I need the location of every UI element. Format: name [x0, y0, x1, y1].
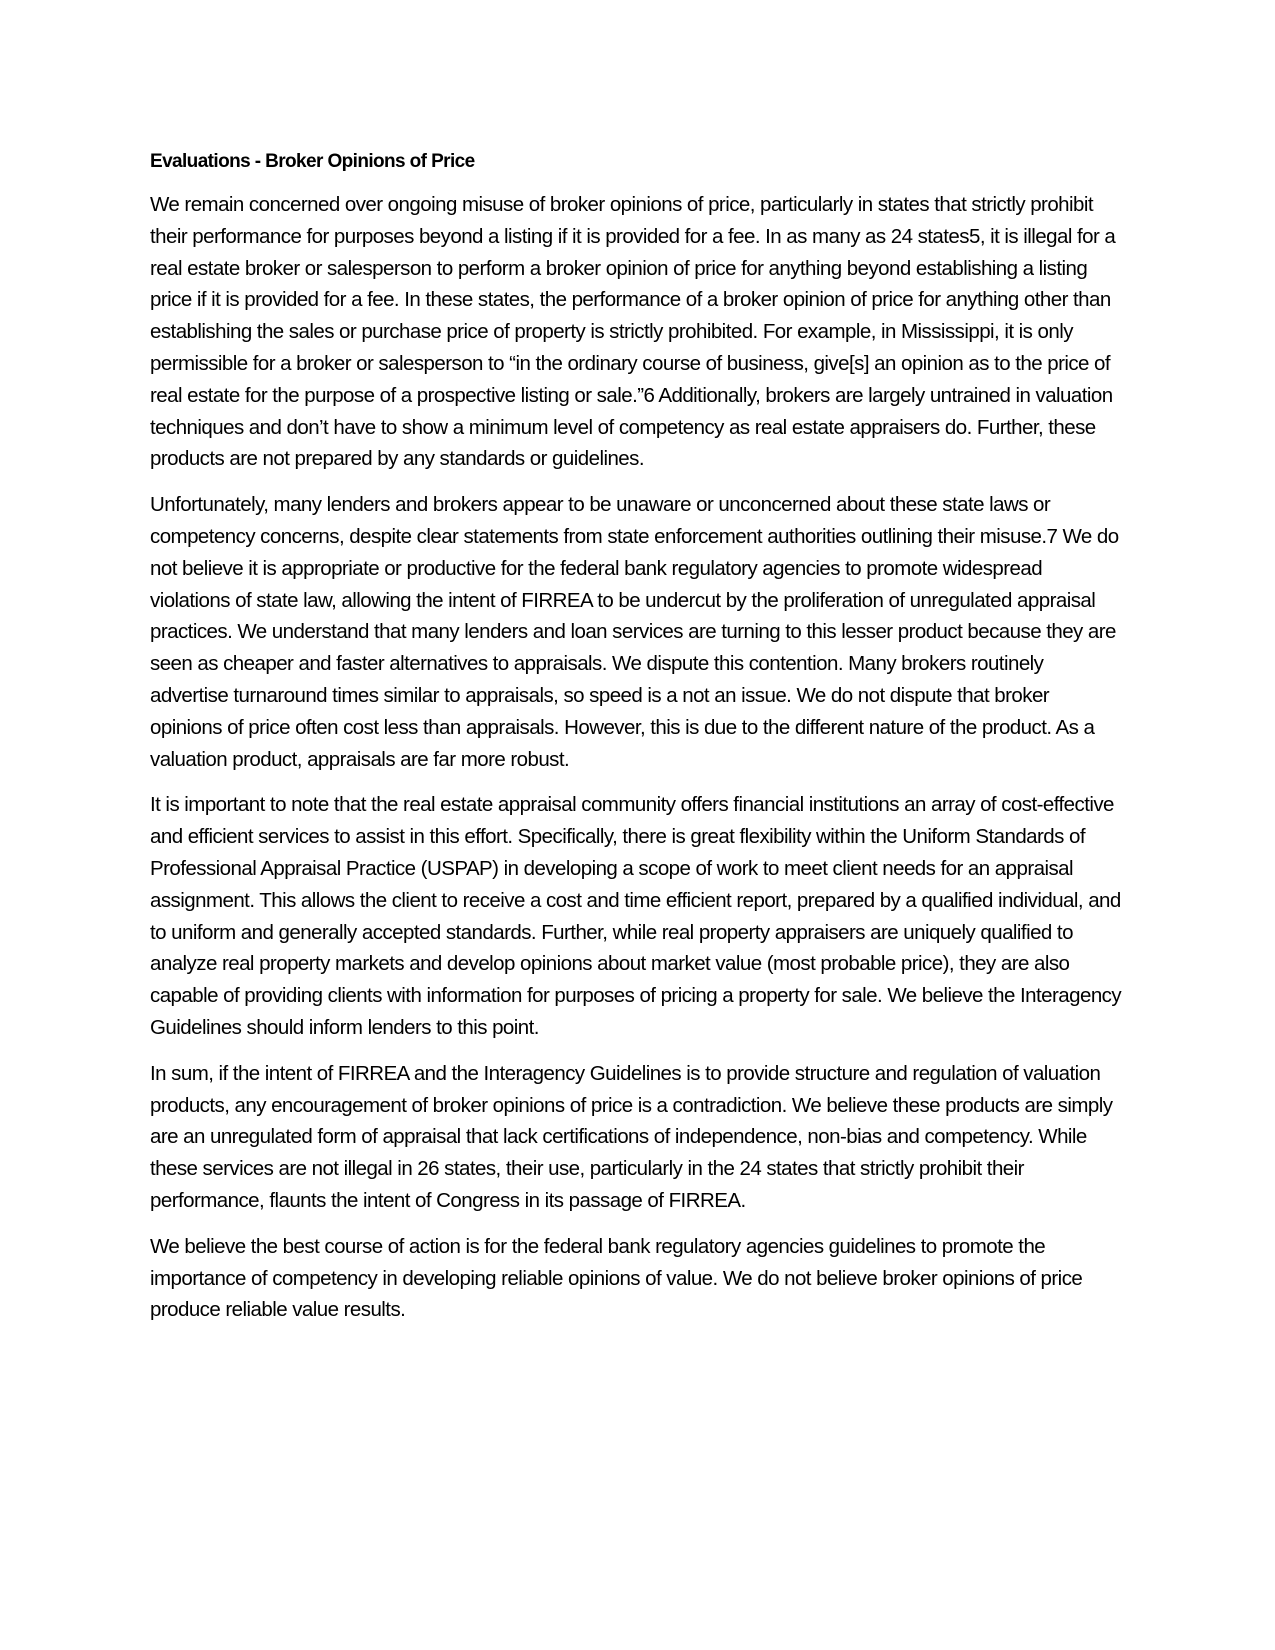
section-heading: Evaluations - Broker Opinions of Price — [150, 151, 475, 172]
document-page — [150, 150, 1125, 1340]
paragraph-appraisal-community: It is important to note that the real estate appraisal community offers financial institutions an array of cost-effective and efficient services to assist in this effort. Specifically, there is great flexibility within the Uniform Standards of Professional Appraisal Practice (USPAP) in developing a scope of work to meet client needs for an appraisal assignment. This allows the client to receive a cost and time efficient report, prepared by a qualified individual, and to uniform and generally accepted standards. Further, while real property appraisers are uniquely qualified to analyze real property markets and develop opinions about market value (most probable price), they are also capable of providing clients with information for purposes of pricing a property for sale. We believe the Interagency Guidelines should inform lenders to this point. — [150, 793, 1122, 1039]
paragraph-course-of-action: We believe the best course of action is for the federal bank regulatory agencies guidelines to promote the importance of competency in developing reliable opinions of value. We do not believe broker opinions of price produce reliable value results. — [150, 1234, 1083, 1322]
paragraph-in-sum: In sum, if the intent of FIRREA and the Interagency Guidelines is to provide structure and regulation of valuation products, any encouragement of broker opinions of price is a contradiction. We believe these products are simply are an unregulated form of appraisal that lack certifications of independence, non-bias and competency. While these services are not illegal in 26 states, their use, particularly in the 24 states that strictly prohibit their performance, flaunts the intent of Congress in its passage of FIRREA. — [150, 1061, 1113, 1212]
paragraph-misuse: We remain concerned over ongoing misuse of broker opinions of price, particularly in states that strictly prohibit their performance for purposes beyond a listing if it is provided for a fee. In as many as 24 states5, it is illegal for a real estate broker or salesperson to perform a broker opinion of price for anything beyond establishing a listing price if it is provided for a fee. In these states, the performance of a broker opinion of price for anything other than establishing the sales or purchase price of property is strictly prohibited. For example, in Mississippi, it is only permissible for a broker or salesperson to “in the ordinary course of business, give[s] an opinion as to the price of real estate for the purpose of a prospective listing or sale.”6 Additionally, brokers are largely untrained in valuation techniques and don’t have to show a minimum level of competency as real estate appraisers do. Further, these products are not prepared by any standards or guidelines. — [150, 193, 1116, 471]
paragraph-unaware-lenders: Unfortunately, many lenders and brokers appear to be unaware or unconcerned about these state laws or competency concerns, despite clear statements from state enforcement authorities outlining their misuse.7 We do not believe it is appropriate or productive for the federal bank regulatory agencies to promote widespread violations of state law, allowing the intent of FIRREA to be undercut by the proliferation of unregulated appraisal practices. We understand that many lenders and loan services are turning to this lesser product because they are seen as cheaper and faster alternatives to appraisals. We dispute this contention. Many brokers routinely advertise turnaround times similar to appraisals, so speed is a not an issue. We do not dispute that broker opinions of price often cost less than appraisals. However, this is due to the different nature of the product. As a valuation product, appraisals are far more robust. — [150, 493, 1119, 771]
